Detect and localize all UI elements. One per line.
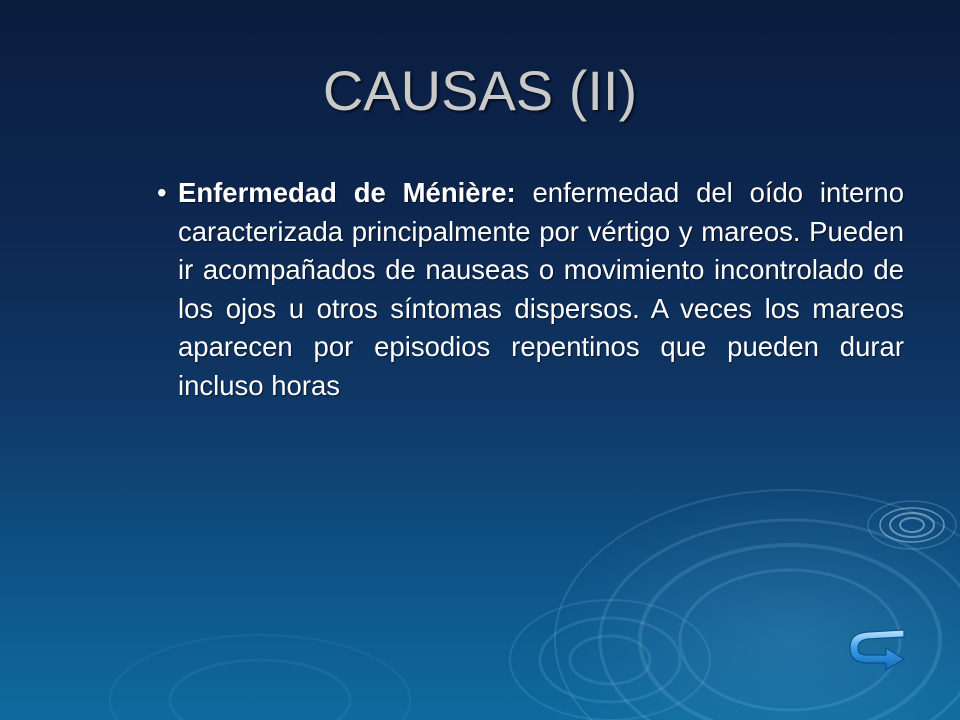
bullet-term: Enfermedad de Ménière: (178, 177, 516, 208)
bullet-point: • (157, 177, 167, 208)
bullet-description: enfermedad del oído interno caracterizada principalmente por vértigo y mareos. Pueden ir acompañados de nauseas o movimiento incontrolado de los ojos u otros síntomas dispersos. A veces los mareos aparecen por episodios repentinos que pueden durar incluso horas (178, 177, 904, 401)
return-arrow-icon[interactable] (846, 626, 908, 672)
slide-title: CAUSAS (II) (322, 59, 638, 122)
bullet-item (157, 174, 904, 405)
